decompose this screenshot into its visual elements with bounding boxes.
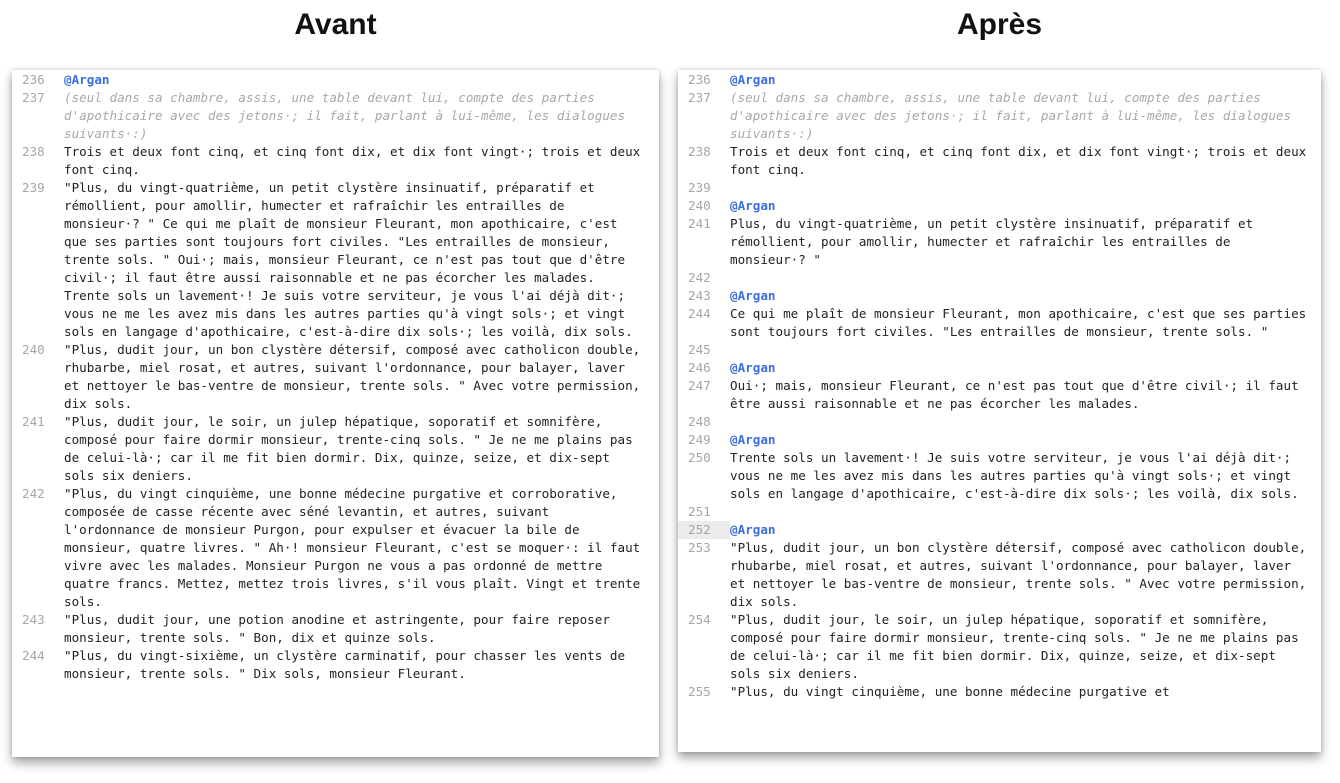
- dialogue-text[interactable]: Oui·; mais, monsieur Fleurant, ce n'est pas tout que d'être civil·; il faut être aussi raisonnable et ne pas écorcher les malades.: [730, 378, 1307, 411]
- editor-line[interactable]: [12, 485, 659, 611]
- dialogue-text[interactable]: "Plus, dudit jour, le soir, un julep hépatique, soporatif et somnifère, composé pour faire dormir monsieur, trente-cinq sols. " Je ne me plains pas de celui-là·; car il me fit bien dormir. Dix, quinze, seize, et dix-sept sols six deniers.: [730, 612, 1307, 681]
- stage-direction[interactable]: (seul dans sa chambre, assis, une table devant lui, compte des parties d'apothicaire avec des jetons·; il fait, parlant à lui-même, les dialogues suivants·:): [64, 90, 633, 141]
- dialogue-text[interactable]: "Plus, du vingt-quatrième, un petit clystère insinuatif, préparatif et rémollient, pour amollir, humecter et rafraîchir les entrailles de monsieur·? " Ce qui me plaît de monsieur Fleurant, mon apothicaire, c'est que ses parties sont toujours fort civiles. "Les entrailles de monsieur, trente sols. " Oui·; mais, monsieur Fleurant, ce n'est pas tout que d'être civil·; il faut être aussi raisonnable et ne pas écorcher les malades. Trente sols un lavement·! Je suis votre serviteur, je vous l'ai déjà dit·; vous ne me les avez mis dans les autres parties qu'à vingt sols·; et vingt sols en langage d'apothicaire, c'est-à-dire dix sols·; les voilà, dix sols.: [64, 180, 633, 339]
- character-cue[interactable]: @Argan: [730, 72, 776, 87]
- dialogue-text[interactable]: [730, 413, 1321, 431]
- line-number: 252: [678, 521, 730, 539]
- editor-line[interactable]: [678, 413, 1321, 431]
- dialogue-text[interactable]: "Plus, dudit jour, un bon clystère détersif, composé avec catholicon double, rhubarbe, miel rosat, et autres, suivant l'ordonnance, pour balayer, laver et nettoyer le bas-ventre de monsieur, trente sols. " Avec votre permission, dix sols.: [730, 540, 1314, 609]
- character-cue[interactable]: @Argan: [730, 522, 776, 537]
- line-number: 236: [22, 72, 45, 87]
- character-cue[interactable]: @Argan: [730, 288, 776, 303]
- before-editor-panel[interactable]: [12, 70, 659, 757]
- editor-line[interactable]: [12, 341, 659, 413]
- editor-line[interactable]: [678, 341, 1321, 359]
- editor-line[interactable]: [678, 143, 1321, 179]
- editor-line[interactable]: [678, 431, 1321, 449]
- dialogue-text[interactable]: Trois et deux font cinq, et cinq font dix, et dix font vingt·; trois et deux font cinq.: [64, 144, 648, 177]
- editor-line[interactable]: [678, 611, 1321, 683]
- after-lines: [678, 70, 1321, 701]
- after-heading: Après: [956, 8, 1043, 41]
- editor-line[interactable]: [12, 143, 659, 179]
- editor-line[interactable]: [678, 521, 1321, 539]
- line-number: 250: [688, 450, 711, 465]
- line-number: 239: [688, 180, 711, 195]
- line-number: 242: [22, 486, 45, 501]
- line-number: 254: [688, 612, 711, 627]
- editor-line[interactable]: [678, 683, 1321, 701]
- editor-line[interactable]: [678, 287, 1321, 305]
- editor-line[interactable]: [12, 89, 659, 143]
- editor-line[interactable]: [678, 71, 1321, 89]
- line-number: 237: [688, 90, 711, 105]
- dialogue-text[interactable]: "Plus, dudit jour, le soir, un julep hépatique, soporatif et somnifère, composé pour faire dormir monsieur, trente-cinq sols. " Je ne me plains pas de celui-là·; car il me fit bien dormir. Dix, quinze, seize, et dix-sept sols six deniers.: [64, 414, 641, 483]
- editor-line[interactable]: [678, 359, 1321, 377]
- line-number: 239: [22, 180, 45, 195]
- line-number: 237: [22, 90, 45, 105]
- line-number: 242: [688, 270, 711, 285]
- editor-line[interactable]: [12, 647, 659, 683]
- editor-line[interactable]: [12, 413, 659, 485]
- line-number: 248: [688, 414, 711, 429]
- editor-line[interactable]: [12, 611, 659, 647]
- line-number: 238: [22, 144, 45, 159]
- dialogue-text[interactable]: [730, 269, 1321, 287]
- dialogue-text[interactable]: Trente sols un lavement·! Je suis votre serviteur, je vous l'ai déjà dit·; vous ne me les avez mis dans les autres parties qu'à vingt sols·; et vingt sols en langage d'apothicaire, c'est-à-dire dix sols·; les voilà, dix sols.: [730, 450, 1299, 501]
- dialogue-text[interactable]: [730, 179, 1321, 197]
- line-number: 243: [688, 288, 711, 303]
- dialogue-text[interactable]: "Plus, dudit jour, un bon clystère détersif, composé avec catholicon double, rhubarbe, miel rosat, et autres, suivant l'ordonnance, pour balayer, laver et nettoyer le bas-ventre de monsieur, trente sols. " Avec votre permission, dix sols.: [64, 342, 648, 411]
- dialogue-text[interactable]: "Plus, dudit jour, une potion anodine et astringente, pour faire reposer monsieur, trente sols. " Bon, dix et quinze sols.: [64, 612, 618, 645]
- line-number: 243: [22, 612, 45, 627]
- line-number: 247: [688, 378, 711, 393]
- dialogue-text[interactable]: "Plus, du vingt cinquième, une bonne médecine purgative et corroborative, composée de casse récente avec séné levantin, et autres, suivant l'ordonnance de monsieur Purgon, pour expulser et évacuer la bile de monsieur, quatre livres. " Ah·! monsieur Fleurant, c'est se moquer·: il faut vivre avec les malades. Monsieur Purgon ne vous a pas ordonné de mettre quatre francs. Mettez, mettez trois livres, s'il vous plaît. Vingt et trente sols.: [64, 486, 648, 609]
- line-number: 255: [688, 684, 711, 699]
- editor-line[interactable]: [678, 503, 1321, 521]
- character-cue[interactable]: @Argan: [64, 72, 110, 87]
- line-number: 240: [22, 342, 45, 357]
- editor-line[interactable]: [12, 179, 659, 341]
- dialogue-text[interactable]: Plus, du vingt-quatrième, un petit clystère insinuatif, préparatif et rémollient, pour amollir, humecter et rafraîchir les entrailles de monsieur·? ": [730, 216, 1261, 267]
- editor-line[interactable]: [678, 179, 1321, 197]
- editor-line[interactable]: [678, 197, 1321, 215]
- line-number: 241: [22, 414, 45, 429]
- line-number: 253: [688, 540, 711, 555]
- character-cue[interactable]: @Argan: [730, 432, 776, 447]
- editor-line[interactable]: [678, 539, 1321, 611]
- line-number: 240: [688, 198, 711, 213]
- editor-line[interactable]: [678, 89, 1321, 143]
- line-number: 249: [688, 432, 711, 447]
- editor-line[interactable]: [678, 215, 1321, 269]
- dialogue-text[interactable]: "Plus, du vingt cinquième, une bonne médecine purgative et: [730, 684, 1170, 699]
- dialogue-text[interactable]: Ce qui me plaît de monsieur Fleurant, mon apothicaire, c'est que ses parties sont toujours fort civiles. "Les entrailles de monsieur, trente sols. ": [730, 306, 1314, 339]
- line-number: 244: [688, 306, 711, 321]
- character-cue[interactable]: @Argan: [730, 198, 776, 213]
- dialogue-text[interactable]: [730, 503, 1321, 521]
- editor-line[interactable]: [678, 449, 1321, 503]
- character-cue[interactable]: @Argan: [730, 360, 776, 375]
- line-number: 245: [688, 342, 711, 357]
- before-lines: [12, 70, 659, 683]
- line-number: 241: [688, 216, 711, 231]
- editor-line[interactable]: [678, 269, 1321, 287]
- line-number: 251: [688, 504, 711, 519]
- editor-line[interactable]: [678, 377, 1321, 413]
- before-heading: Avant: [294, 8, 377, 41]
- editor-line[interactable]: [678, 305, 1321, 341]
- line-number: 238: [688, 144, 711, 159]
- line-number: 236: [688, 72, 711, 87]
- dialogue-text[interactable]: Trois et deux font cinq, et cinq font dix, et dix font vingt·; trois et deux font cinq.: [730, 144, 1314, 177]
- line-number: 246: [688, 360, 711, 375]
- after-editor-panel[interactable]: [678, 70, 1321, 752]
- stage-direction[interactable]: (seul dans sa chambre, assis, une table devant lui, compte des parties d'apothicaire avec des jetons·; il fait, parlant à lui-même, les dialogues suivants·:): [730, 90, 1299, 141]
- line-number: 244: [22, 648, 45, 663]
- editor-line[interactable]: [12, 71, 659, 89]
- dialogue-text[interactable]: [730, 341, 1321, 359]
- dialogue-text[interactable]: "Plus, du vingt-sixième, un clystère carminatif, pour chasser les vents de monsieur, trente sols. " Dix sols, monsieur Fleurant.: [64, 648, 633, 681]
